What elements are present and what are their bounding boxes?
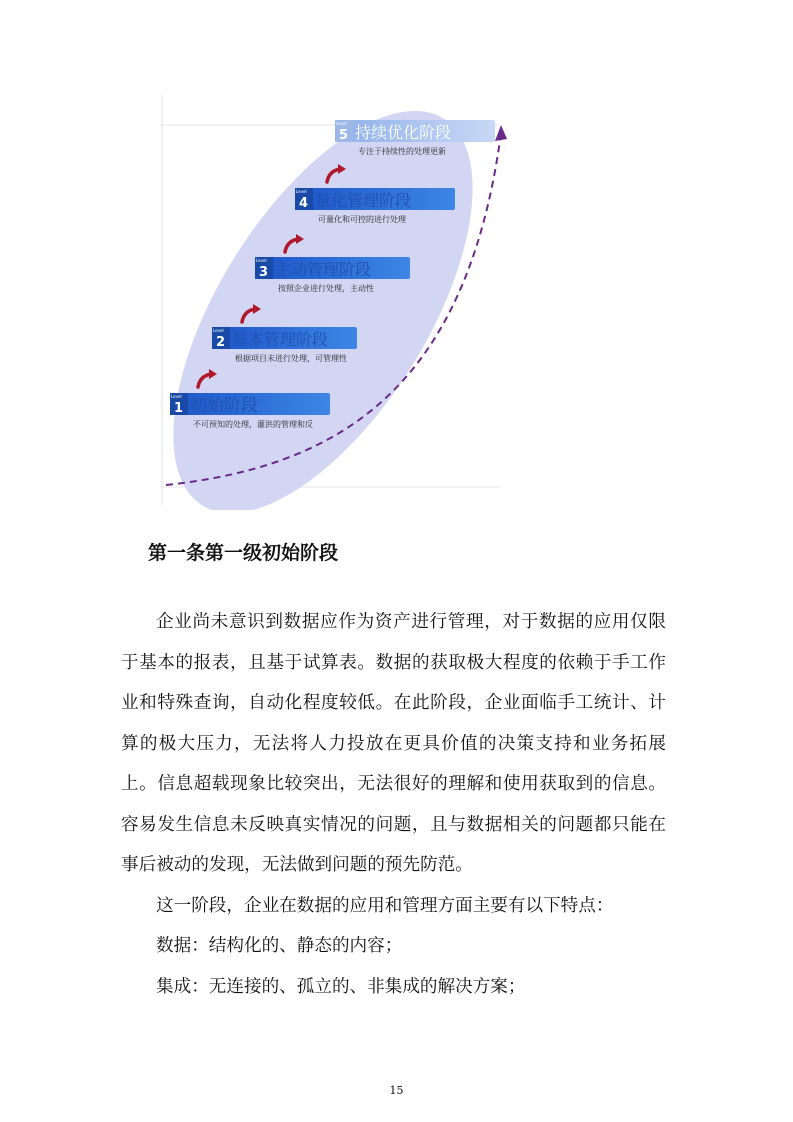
- maturity-model-figure: [158, 95, 508, 510]
- section-heading: 第一条第一级初始阶段: [148, 542, 339, 564]
- stage-number: 2: [216, 335, 226, 350]
- stage-description: 不可预知的处理，灌洪的管理和反: [193, 420, 313, 429]
- stage-description: 按照企业进行处理，主动性: [278, 284, 374, 293]
- stage-level-label: Level: [296, 189, 307, 194]
- stage-level-label: Level: [336, 121, 347, 126]
- paragraph: 这一阶段，企业在数据的应用和管理方面主要有以下特点：: [156, 895, 614, 916]
- stage-number: 4: [299, 196, 309, 211]
- stage-5: [335, 120, 495, 156]
- stage-title: 持续优化阶段: [355, 123, 452, 142]
- stage-title: 主动管理阶段: [275, 260, 372, 279]
- page-number: 15: [389, 1084, 404, 1097]
- stage-number: 3: [259, 265, 269, 280]
- paragraph: 企业尚未意识到数据应作为资产进行管理，对于数据的应用仅限于基本的报表，且基于试算表。数据的获取极大程度的依赖于手工作业和特殊查询，自动化程度较低。在此阶段，企业面临手工统计、计算的极大压力，无法将人力投放在更具价值的决策支持和业务拓展上。信息超载现象比较突出，无法很好的理解和使用获取到的信息。容易发生信息未反映真实情况的问题，且与数据相关的问题都只能在事后被动的发现，无法做到问题的预先防范。: [121, 612, 666, 875]
- stage-number: 5: [339, 128, 349, 143]
- stage-description: 根据项目未进行处理，可管理性: [235, 354, 347, 363]
- list-item: 集成：无连接的、孤立的、非集成的解决方案；: [156, 976, 526, 997]
- body-text: [121, 602, 666, 1007]
- stage-number: 1: [174, 401, 184, 416]
- stage-title: 量化管理阶段: [315, 191, 412, 210]
- stage-title: 基本管理阶段: [232, 330, 329, 349]
- stage-title: 初始阶段: [190, 396, 258, 416]
- list-item: 数据：结构化的、静态的内容；: [156, 936, 403, 956]
- stage-description: 可量化和可控的进行处理: [318, 215, 406, 224]
- stage-level-label: Level: [256, 258, 267, 263]
- maturity-diagram: [158, 95, 508, 510]
- stage-level-label: Level: [171, 394, 182, 399]
- stage-1: [170, 393, 330, 430]
- dashed-arrow-head-icon: [495, 125, 507, 141]
- background-ellipse: [158, 95, 508, 510]
- stage-level-label: Level: [213, 328, 224, 333]
- stage-description: 专注于持续性的处理更新: [358, 147, 446, 156]
